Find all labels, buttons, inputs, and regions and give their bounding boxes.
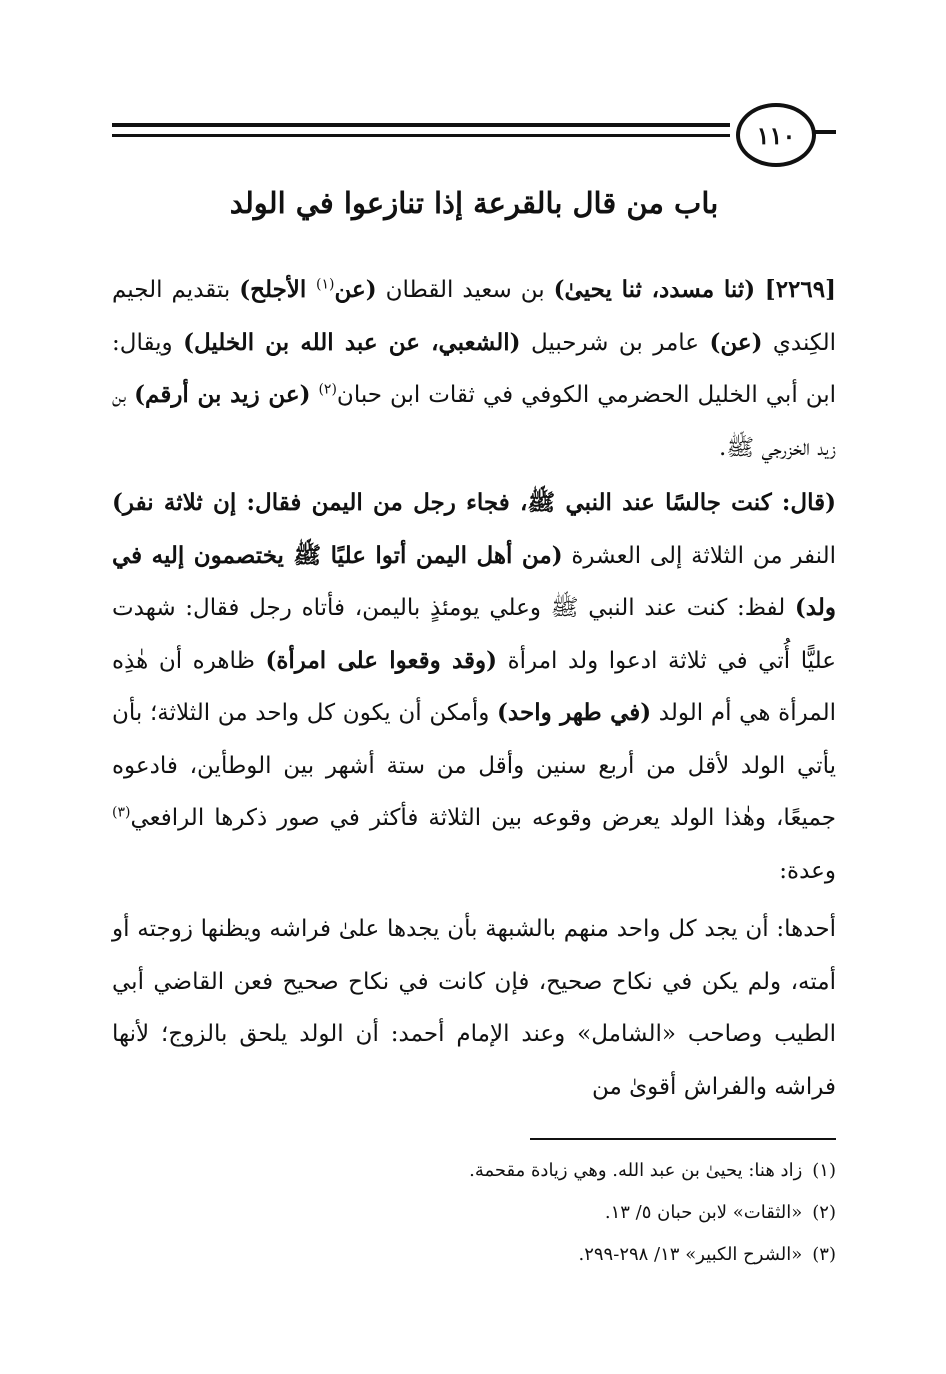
text-run: النفر من الثلاثة إلى العشرة	[562, 542, 836, 569]
footnote-ref: (١)	[316, 276, 335, 293]
paragraph-1	[112, 264, 836, 474]
text-run: (وقد وقعوا على امرأة)	[265, 646, 498, 674]
text-run: (في طهر واحد)	[497, 699, 652, 726]
text-run: بتقديم الجيم الكِندي	[112, 277, 837, 356]
text-run: ويقال: ابن أبي الخليل الحضرمي الكوفي في ثقات ابن حبان	[112, 329, 836, 408]
footnote-text: زاد هنا: يحيىٰ بن عبد الله. وهي زيادة مقحمة.	[469, 1160, 803, 1181]
footnote	[112, 1150, 836, 1192]
text-run: الأجلح)	[239, 276, 316, 303]
text-run: (من أهل اليمن أتوا عليًا ﷺ يختصمون إليه في ولد)	[112, 541, 836, 621]
text-run: [٢٢٦٩] (ثنا مسدد، ثنا يحيىٰ)	[553, 276, 837, 303]
page-header	[112, 103, 836, 165]
paragraph-3: أحدها: أن يجد كل واحد منهم بالشبهة بأن يجدها علىٰ فراشه ويظنها زوجته أو أمته، ولم يكن في نكاح صحيح، فإن كانت في نكاح صحيح فعن القاضي أبي الطيب وصاحب «الشامل» وعند الإمام أحمد: أن الولد يلحق بالزوج؛ لأنها فراشه والفراش أقوىٰ من	[112, 916, 836, 1100]
text-run: (عن زيد بن أرقم)	[134, 381, 311, 408]
footnote	[112, 1192, 836, 1234]
text-run: (عن	[334, 276, 377, 303]
page-number: ١١٠	[736, 103, 816, 167]
chapter-title: باب من قال بالقرعة إذا تنازعوا في الولد	[229, 186, 719, 220]
text-run: (قال: كنت جالسًا عند النبي ﷺ، فجاء رجل من اليمن فقال: إن ثلاثة نفر)	[112, 489, 836, 516]
text-run: (عن)	[709, 328, 763, 356]
footnote-ref: (٢)	[318, 381, 337, 398]
paragraph-2	[112, 477, 836, 897]
footnotes	[112, 1150, 836, 1276]
text-run: وعدة:	[779, 857, 836, 884]
footnote-number: (٢)	[812, 1202, 836, 1223]
footnote-divider	[530, 1138, 836, 1140]
text-run: لفظ: كنت عند النبي ﷺ وعلي يومئذٍ باليمن، فأتاه رجل فقال: شهدت عليًّا أُتي في ثلاثة ادعوا ولد امرأة	[112, 595, 836, 674]
footnote-ref: (٣)	[112, 804, 131, 821]
text-run: بن زيد الخزرجي ﷺ.	[112, 382, 836, 461]
header-rule-bottom	[112, 134, 730, 137]
footnote-text: «الثقات» لابن حبان ٥/ ١٣.	[604, 1202, 803, 1223]
text-run: بن سعيد القطان	[376, 277, 554, 303]
text-run: ظاهره أن هٰذِه المرأة هي أم الولد	[112, 647, 836, 726]
text-run: وأمكن أن يكون كل واحد من الثلاثة؛ بأن يأتي الولد لأقل من أربع سنين وأقل من ستة أشهر بين الوطأين، فادعوه جميعًا، وهٰذا الولد يعرض وقوعه بين الثلاثة فأكثر في صور ذكرها الرافعي	[112, 700, 836, 831]
footnote-text: «الشرح الكبير» ١٣/ ٢٩٨-٢٩٩.	[578, 1244, 803, 1265]
footnote-number: (٣)	[812, 1244, 836, 1265]
footnote-number: (١)	[812, 1160, 836, 1181]
text-run: (الشعبي، عن عبد الله بن الخليل)	[183, 328, 521, 356]
footnote	[112, 1234, 836, 1276]
text-run: عامر بن شرحبيل	[520, 329, 710, 356]
header-rule-top	[112, 123, 730, 127]
